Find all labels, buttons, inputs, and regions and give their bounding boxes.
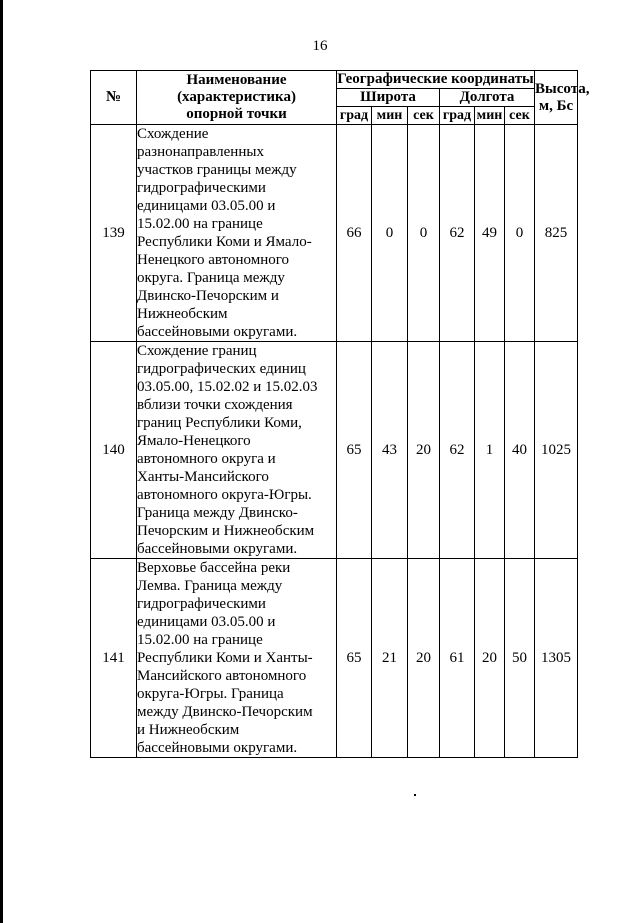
lon-min: 1 bbox=[475, 342, 505, 559]
header-lon-sec: сек bbox=[505, 107, 535, 125]
description-line: Печорским и Нижнеобским bbox=[137, 523, 315, 539]
description-line: округа. Граница между bbox=[137, 270, 285, 286]
description-line: и Нижнеобским bbox=[137, 722, 240, 738]
header-name bbox=[137, 71, 337, 125]
description-line: вблизи точки схождения bbox=[137, 397, 293, 413]
description-line: бассейновыми округами. bbox=[137, 541, 298, 557]
description-line: между Двинско-Печорским bbox=[137, 704, 313, 720]
lon-sec: 40 bbox=[505, 342, 535, 559]
scan-speck bbox=[414, 794, 416, 796]
description-line: единицами 03.05.00 и bbox=[137, 198, 276, 214]
description-line: единицами 03.05.00 и bbox=[137, 614, 276, 630]
lon-sec: 50 bbox=[505, 559, 535, 758]
row-description bbox=[137, 559, 337, 758]
header-longitude: Долгота bbox=[440, 89, 535, 107]
header-lon-min: мин bbox=[475, 107, 505, 125]
description-line: автономного округа и bbox=[137, 451, 276, 467]
lat-sec: 20 bbox=[408, 559, 440, 758]
description-line: Лемва. Граница между bbox=[137, 578, 283, 594]
height-value: 1025 bbox=[535, 342, 578, 559]
description-line: Нижнеобским bbox=[137, 306, 228, 322]
description-line: 15.02.00 на границе bbox=[137, 216, 263, 232]
description-line: Двинско-Печорским и bbox=[137, 288, 279, 304]
row-description bbox=[137, 125, 337, 342]
lat-deg: 66 bbox=[337, 125, 372, 342]
description-line: Верховье бассейна реки bbox=[137, 560, 291, 576]
lat-sec: 0 bbox=[408, 125, 440, 342]
height-value: 825 bbox=[535, 125, 578, 342]
description-line: округа-Югры. Граница bbox=[137, 686, 284, 702]
lon-deg: 62 bbox=[440, 342, 475, 559]
row-number: 141 bbox=[91, 559, 137, 758]
description-line: Мансийского автономного bbox=[137, 668, 307, 684]
header-lat-min: мин bbox=[372, 107, 408, 125]
header-height-line: м, Бс bbox=[538, 97, 574, 114]
lat-min: 21 bbox=[372, 559, 408, 758]
header-lat-sec: сек bbox=[408, 107, 440, 125]
header-geo-coords: Географические координаты bbox=[337, 71, 534, 87]
description-line: Ханты-Мансийского bbox=[137, 469, 269, 485]
header-height bbox=[535, 71, 590, 125]
row-description bbox=[137, 342, 337, 559]
description-line: границ Республики Коми, bbox=[137, 415, 302, 431]
lon-deg: 61 bbox=[440, 559, 475, 758]
description-line: бассейновыми округами. bbox=[137, 324, 298, 340]
lat-min: 0 bbox=[372, 125, 408, 342]
lat-deg: 65 bbox=[337, 342, 372, 559]
height-value: 1305 bbox=[535, 559, 578, 758]
description-line: Схождение границ bbox=[137, 343, 257, 359]
lon-deg: 62 bbox=[440, 125, 475, 342]
description-line: гидрографическими bbox=[137, 596, 266, 612]
description-line: Схождение bbox=[137, 126, 209, 142]
lon-min: 20 bbox=[475, 559, 505, 758]
header-lat-deg: град bbox=[337, 107, 372, 125]
description-line: гидрографическими bbox=[137, 180, 266, 196]
description-line: Республики Коми и Ямало- bbox=[137, 234, 312, 250]
header-name-line: (характеристика) bbox=[177, 89, 296, 105]
description-line: разнонаправленных bbox=[137, 144, 264, 160]
description-line: Республики Коми и Ханты- bbox=[137, 650, 313, 666]
description-line: Ненецкого автономного bbox=[137, 252, 290, 268]
page-number: 16 bbox=[312, 38, 328, 54]
table-row bbox=[91, 125, 578, 342]
description-line: автономного округа-Югры. bbox=[137, 487, 312, 503]
table-row bbox=[91, 342, 578, 559]
description-line: гидрографических единиц bbox=[137, 361, 306, 377]
lon-min: 49 bbox=[475, 125, 505, 342]
reference-points-table bbox=[90, 70, 590, 758]
page-edge-line bbox=[0, 0, 3, 923]
row-number: 140 bbox=[91, 342, 137, 559]
description-line: 03.05.00, 15.02.02 и 15.02.03 bbox=[137, 379, 318, 395]
description-line: Граница между Двинско- bbox=[137, 505, 298, 521]
row-number: 139 bbox=[91, 125, 137, 342]
lon-sec: 0 bbox=[505, 125, 535, 342]
lat-sec: 20 bbox=[408, 342, 440, 559]
description-line: 15.02.00 на границе bbox=[137, 632, 263, 648]
lat-deg: 65 bbox=[337, 559, 372, 758]
table-row bbox=[91, 559, 578, 758]
lat-min: 43 bbox=[372, 342, 408, 559]
description-line: бассейновыми округами. bbox=[137, 740, 298, 756]
description-line: участков границы между bbox=[137, 162, 297, 178]
header-height-line: Высота, bbox=[535, 80, 590, 97]
header-lon-deg: град bbox=[440, 107, 475, 125]
header-number: № bbox=[91, 71, 137, 125]
description-line: Ямало-Ненецкого bbox=[137, 433, 251, 449]
header-name-line: опорной точки bbox=[186, 106, 287, 122]
header-name-line: Наименование bbox=[186, 72, 287, 88]
header-latitude: Широта bbox=[337, 89, 440, 107]
